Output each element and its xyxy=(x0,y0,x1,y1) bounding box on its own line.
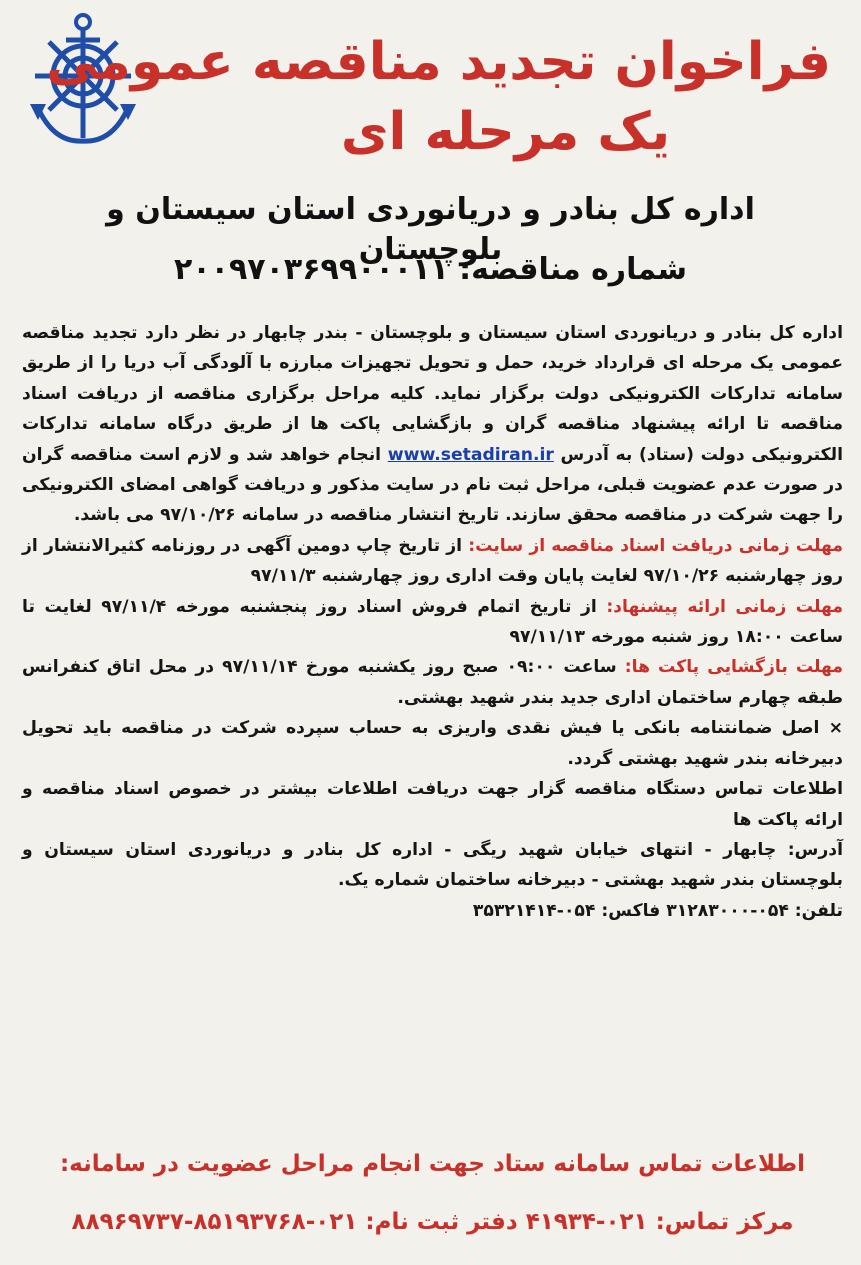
phone-fax: تلفن: ۰۵۴-۳۱۲۸۳۰۰۰ فاکس: ۰۵۴-۳۵۳۲۱۴۱۴ xyxy=(472,900,843,921)
offer-deadline-text: از تاریخ اتمام فروش اسناد روز پنجشنبه مورخه ۹۷/۱۱/۴ لغایت تا ساعت ۱۸:۰۰ روز شنبه مورخه ۹۷/۱۱/۱۳ xyxy=(22,596,843,648)
setad-contact xyxy=(22,1140,843,1246)
tender-number: شماره مناقصه: ۲۰۰۹۷۰۳۶۹۹۰۰۰۱۱ xyxy=(174,252,687,287)
opening-deadline xyxy=(22,652,843,713)
docs-deadline-text: از تاریخ چاپ دومین آگهی در روزنامه کثیرالانتشار از روز چهارشنبه ۹۷/۱۰/۲۶ لغایت پایان وقت اداری روز چهارشنبه ۹۷/۱۱/۳ xyxy=(22,535,843,587)
docs-deadline xyxy=(22,531,843,592)
contact-intro: اطلاعات تماس دستگاه مناقصه گزار جهت دریافت اطلاعات بیشتر در خصوص اسناد مناقصه و ارائه پاکت ها xyxy=(22,779,843,830)
offer-deadline-label: مهلت زمانی ارائه پیشنهاد: xyxy=(606,596,843,617)
opening-deadline-text: ساعت ۰۹:۰۰ صبح روز یکشنبه مورخ ۹۷/۱۱/۱۴ در محل اتاق کنفرانس طبقه چهارم ساختمان اداری جدید بندر شهید بهشتی. xyxy=(22,657,843,708)
address: آدرس: چابهار - انتهای خیابان شهید ریگی - اداره کل بنادر و دریانوردی استان سیستان و بلوچستان بندر شهید بهشتی - دبیرخانه ساختمان شماره یک. xyxy=(22,839,843,891)
intro-text: اداره کل بنادر و دریانوردی استان سیستان و بلوچستان - بندر چابهار در نظر دارد تجدید مناقصه عمومی یک مرحله ای قرارداد خرید، حمل و تحویل تجهیزات مبارزه با آلودگی آب دریا را از طریق سامانه تدارکات الکترونیکی دولت برگزار نماید. کلیه مراحل برگزاری مناقصه از دریافت اسناد مناقصه تا ارائه پیشنهاد مناقصه گران و بازگشایی پاکت ها از طریق درگاه سامانه تدارکات الکترونیکی دولت (ستاد) به آدرس xyxy=(22,323,843,465)
intro-paragraph xyxy=(22,318,843,531)
notice-subtitle: یک مرحله ای xyxy=(340,102,671,162)
opening-deadline-label: مهلت بازگشایی پاکت ها: xyxy=(624,657,844,678)
setad-contact-title: اطلاعات تماس سامانه ستاد جهت انجام مراحل عضویت در سامانه: xyxy=(59,1151,806,1177)
guarantee-note: × اصل ضمانتنامه بانکی یا فیش نقدی واریزی به حساب سپرده شرکت در مناقصه باید تحویل دبیرخانه بندر شهید بهشتی گردد. xyxy=(22,718,843,769)
intro-text-cont: انجام خواهد شد و لازم است مناقصه گران در صورت عدم عضویت قبلی، مراحل ثبت نام در سایت مذکور و دریافت گواهی امضای الکترونیکی را جهت شرکت در مناقصه محقق سازند. تاریخ انتشار مناقصه در سامانه ۹۷/۱۰/۲۶ می باشد. xyxy=(22,444,843,526)
organization-name: اداره کل بنادر و دریانوردی استان سیستان و بلوچستان xyxy=(106,192,755,267)
setad-contact-numbers: مرکز تماس: ۰۲۱-۴۱۹۳۴ دفتر ثبت نام: ۰۲۱-۸۵۱۹۳۷۶۸-۸۸۹۶۹۷۳۷ xyxy=(71,1209,794,1235)
docs-deadline-label: مهلت زمانی دریافت اسناد مناقصه از سایت: xyxy=(468,535,844,556)
website-link[interactable]: www.setadiran.ir xyxy=(387,444,554,465)
notice-body xyxy=(22,318,843,926)
notice-title: فراخوان تجدید مناقصه عمومی xyxy=(46,32,831,92)
offer-deadline xyxy=(22,592,843,653)
